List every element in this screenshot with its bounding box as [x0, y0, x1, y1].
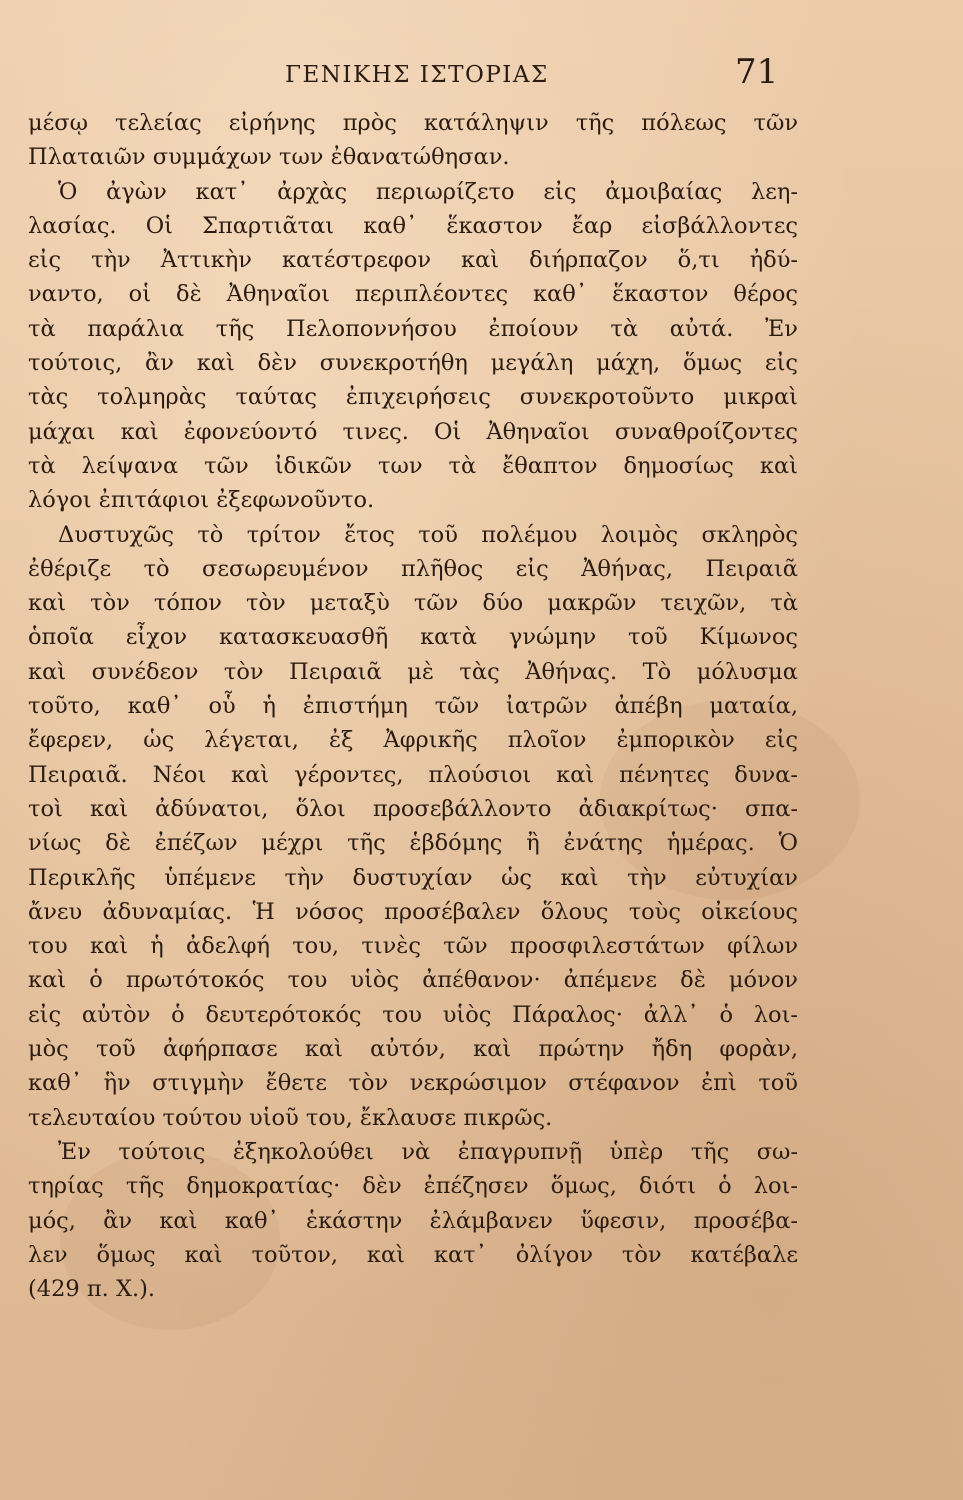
text-line: μέσῳ τελείας εἰρήνης πρὸς κατάληψιν τῆς πόλεως τῶν: [28, 110, 798, 136]
text-line: Πλαταιῶν συμμάχων των ἐθανατώθησαν.: [28, 144, 510, 171]
running-title: ΓΕΝΙΚΗΣ ΙΣΤΟΡΙΑΣ: [285, 62, 549, 88]
text-line: Πειραιᾶ. Νέοι καὶ γέροντες, πλούσιοι καὶ πένητες δυνα-: [28, 761, 798, 788]
text-line: καθ᾽ ἣν στιγμὴν ἔθετε τὸν νεκρώσιμον στέφανον ἐπὶ τοῦ: [28, 1070, 798, 1097]
text-line: τούτοις, ἂν καὶ δὲν συνεκροτήθη μεγάλη μάχη, ὅμως εἰς: [28, 350, 798, 377]
text-line: τὰ παράλια τῆς Πελοποννήσου ἐποίουν τὰ αὐτά. Ἐν: [28, 315, 798, 342]
page-header: [285, 52, 785, 102]
text-line: μάχαι καὶ ἐφονεύοντό τινες. Οἱ Ἀθηναῖοι συναθροίζοντες: [28, 418, 798, 445]
text-line: Ἐν τούτοις ἐξηκολούθει νὰ ἐπαγρυπνῇ ὑπὲρ τῆς σω-: [58, 1138, 798, 1165]
page-number: 71: [735, 52, 779, 92]
text-line: εἰς αὐτὸν ὁ δευτερότοκός του υἱὸς Πάραλος· ἀλλ᾽ ὁ λοι-: [28, 1001, 798, 1028]
text-line: ναντο, οἱ δὲ Ἀθηναῖοι περιπλέοντες καθ᾽ ἕκαστον θέρος: [28, 281, 798, 308]
text-line: λεν ὅμως καὶ τοῦτον, καὶ κατ᾽ ὀλίγον τὸν κατέβαλε: [28, 1241, 798, 1268]
text-line: τηρίας τῆς δημοκρατίας· δὲν ἐπέζησεν ὅμως, διότι ὁ λοι-: [28, 1173, 798, 1200]
text-line: Ὁ ἀγὼν κατ᾽ ἀρχὰς περιωρίζετο εἰς ἀμοιβαίας λεη-: [58, 178, 798, 205]
body-text: [28, 106, 798, 1306]
text-line: λόγοι ἐπιτάφιοι ἐξεφωνοῦντο.: [28, 487, 375, 514]
text-line: καὶ συνέδεον τὸν Πειραιᾶ μὲ τὰς Ἀθήνας. Τὸ μόλυσμα: [28, 658, 798, 685]
text-line: ἔφερεν, ὡς λέγεται, ἐξ Ἀφρικῆς πλοῖον ἐμπορικὸν εἰς: [28, 727, 798, 754]
text-line: Περικλῆς ὑπέμενε τὴν δυστυχίαν ὡς καὶ τὴν εὐτυχίαν: [28, 864, 798, 891]
text-line: εἰς τὴν Ἀττικὴν κατέστρεφον καὶ διήρπαζον ὅ,τι ἠδύ-: [28, 247, 798, 274]
text-line: τοῦτο, καθ᾽ οὗ ἡ ἐπιστήμη τῶν ἰατρῶν ἀπέβη ματαία,: [28, 693, 798, 720]
text-line: καὶ ὁ πρωτότοκός του υἱὸς ἀπέθανον· ἀπέμενε δὲ μόνον: [28, 967, 798, 994]
text-line: ἐθέριζε τὸ σεσωρευμένον πλῆθος εἰς Ἀθήνας, Πειραιᾶ: [28, 555, 798, 582]
text-line: (429 π. Χ.).: [28, 1276, 156, 1303]
text-line: λασίας. Οἱ Σπαρτιᾶται καθ᾽ ἕκαστον ἔαρ εἰσβάλλοντες: [28, 212, 798, 239]
text-line: νίως δὲ ἐπέζων μέχρι τῆς ἑβδόμης ἢ ἐνάτης ἡμέρας. Ὁ: [28, 830, 798, 857]
text-line: ὁποῖα εἶχον κατασκευασθῆ κατὰ γνώμην τοῦ Κίμωνος: [28, 624, 798, 651]
text-line: μὸς τοῦ ἀφήρπασε καὶ αὐτόν, καὶ πρώτην ἤδη φορὰν,: [28, 1036, 798, 1063]
text-line: ἄνευ ἀδυναμίας. Ἡ νόσος προσέβαλεν ὅλους τοὺς οἰκείους: [28, 898, 798, 925]
text-line: του καὶ ἡ ἀδελφή του, τινὲς τῶν προσφιλεστάτων φίλων: [28, 933, 798, 960]
text-line: καὶ τὸν τόπον τὸν μεταξὺ τῶν δύο μακρῶν τειχῶν, τὰ: [28, 590, 798, 617]
text-line: τοὶ καὶ ἀδύνατοι, ὅλοι προσεβάλλοντο ἀδιακρίτως· σπα-: [28, 795, 798, 822]
text-line: τελευταίου τούτου υἱοῦ του, ἔκλαυσε πικρῶς.: [28, 1104, 553, 1131]
text-line: τὰ λείψανα τῶν ἰδικῶν των τὰ ἔθαπτον δημοσίως καὶ: [28, 452, 798, 479]
text-line: μός, ἂν καὶ καθ᾽ ἑκάστην ἐλάμβανεν ὕφεσιν, προσέβα-: [28, 1207, 798, 1234]
text-line: Δυστυχῶς τὸ τρίτον ἔτος τοῦ πολέμου λοιμὸς σκληρὸς: [58, 521, 798, 548]
text-line: τὰς τολμηρὰς ταύτας ἐπιχειρήσεις συνεκροτοῦντο μικραὶ: [28, 384, 798, 411]
